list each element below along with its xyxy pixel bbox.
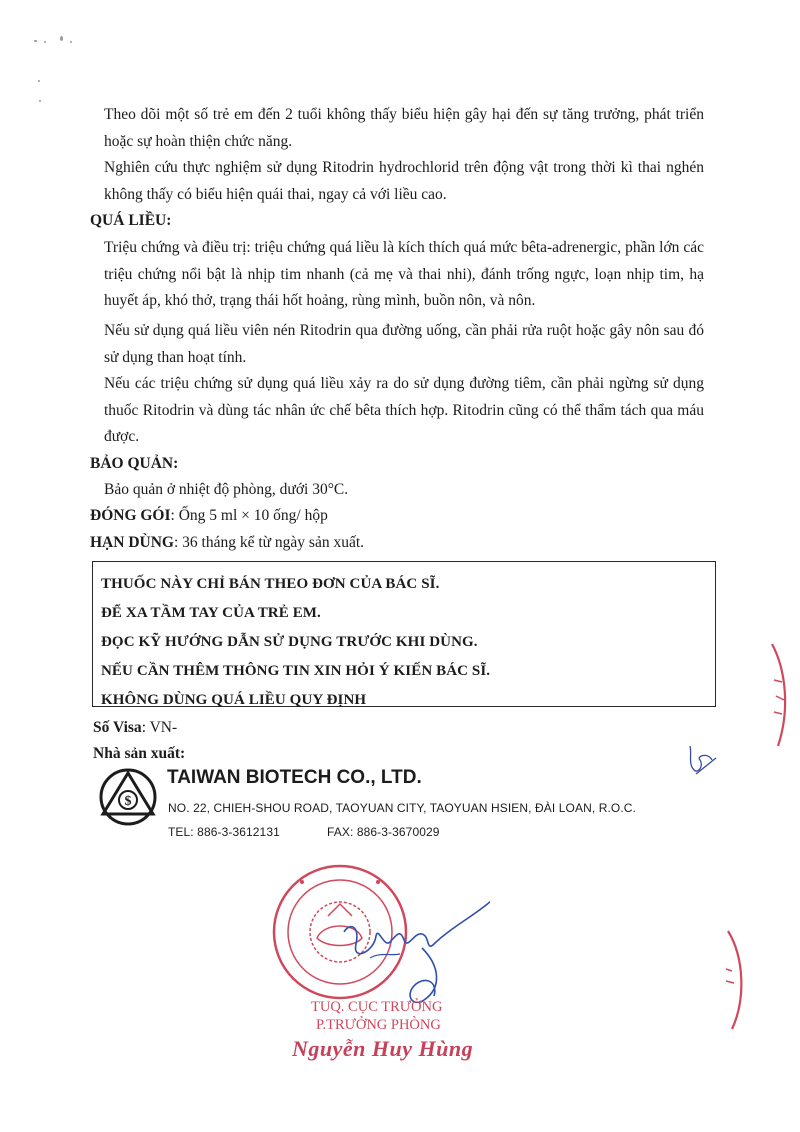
visa-line xyxy=(93,719,177,737)
visa-label: Số Visa xyxy=(93,719,142,736)
company-address: NO. 22, CHIEH-SHOU ROAD, TAOYUAN CITY, TAOYUAN HSIEN, ĐÀI LOAN, R.O.C. xyxy=(168,801,636,815)
packaging-line xyxy=(90,507,328,525)
expiry-line xyxy=(90,534,364,552)
expiry-text: : 36 tháng kể từ ngày sản xuất. xyxy=(173,534,365,551)
signature-icon xyxy=(330,892,490,1012)
packaging-label: ĐÓNG GÓI xyxy=(90,507,171,524)
paragraph-growth: Theo dõi một số trẻ em đến 2 tuổi không thấy biểu hiện gây hại đến sự tăng trưởng, phát triển hoặc sự hoàn thiện chức năng. xyxy=(104,106,704,150)
scan-speck xyxy=(39,100,41,102)
approval-title: TUQ. CỤC TRƯỞNG xyxy=(311,999,443,1015)
overdose-oral: Nếu sử dụng quá liều viên nén Ritodrin qua đường uống, cần phải rửa ruột hoặc gây nôn sau đó sử dụng than hoạt tính. xyxy=(104,322,704,366)
overdose-symptoms: Triệu chứng và điều trị: triệu chứng quá liều là kích thích quá mức bêta-adrenergic, phần lớn các triệu chứng nổi bật là nhịp tim nhanh (cả mẹ và thai nhi), đánh trống ngực, loạn nhịp tim, hạ huyết áp, khó thở, trạng thái hốt hoảng, rùng mình, buồn nôn, và nôn. xyxy=(104,239,704,309)
overdose-injection: Nếu các triệu chứng sử dụng quá liều xảy ra do sử dụng đường tiêm, cần phải ngừng sử dụng thuốc Ritodrin và dùng tác nhân ức chế bêta thích hợp. Ritodrin cũng có thể thẩm tách qua máu được. xyxy=(104,375,704,445)
manufacturer-label: Nhà sản xuất: xyxy=(93,745,186,762)
company-name: TAIWAN BIOTECH CO., LTD. xyxy=(167,767,422,788)
scan-speck xyxy=(60,36,63,41)
warning-children: ĐỂ XA TẦM TAY CỦA TRẺ EM. xyxy=(101,605,321,621)
initials-mark-icon xyxy=(682,740,722,780)
warning-ask-doctor: NẾU CẦN THÊM THÔNG TIN XIN HỎI Ý KIẾN BÁC SĨ. xyxy=(101,663,491,679)
packaging-text: : Ống 5 ml × 10 ống/ hộp xyxy=(170,507,328,524)
scan-speck xyxy=(38,80,40,82)
scan-speck xyxy=(70,41,72,43)
visa-text: : VN- xyxy=(141,719,178,736)
paragraph-animal-study: Nghiên cứu thực nghiệm sử dụng Ritodrin hydrochlorid trên động vật trong thời kì thai nghén không thấy có biểu hiện quái thai, ngay cả với liều cao. xyxy=(104,159,704,203)
svg-text:$: $ xyxy=(124,794,132,809)
company-fax: FAX: 886-3-3670029 xyxy=(327,825,440,839)
warning-read-instructions: ĐỌC KỸ HƯỚNG DẪN SỬ DỤNG TRƯỚC KHI DÙNG. xyxy=(101,634,478,650)
company-tel: TEL: 886-3-3612131 xyxy=(168,825,280,839)
edge-seal-fragment-icon xyxy=(768,640,798,750)
warning-box xyxy=(92,561,716,707)
warning-prescription: THUỐC NÀY CHỈ BÁN THEO ĐƠN CỦA BÁC SĨ. xyxy=(101,576,440,592)
scan-speck xyxy=(34,40,37,42)
scan-speck xyxy=(44,41,46,43)
warning-no-overdose: KHÔNG DÙNG QUÁ LIỀU QUY ĐỊNH xyxy=(101,692,367,708)
expiry-label: HẠN DÙNG xyxy=(90,534,174,551)
approval-subtitle: P.TRƯỞNG PHÒNG xyxy=(316,1017,441,1033)
overdose-heading: QUÁ LIỀU: xyxy=(90,212,172,229)
edge-seal-fragment-icon xyxy=(722,925,752,1035)
approval-signer-name: Nguyễn Huy Hùng xyxy=(292,1036,474,1061)
storage-heading: BẢO QUẢN: xyxy=(90,455,179,472)
storage-text: Bảo quản ở nhiệt độ phòng, dưới 30°C. xyxy=(104,481,349,498)
company-logo-icon xyxy=(93,766,163,826)
